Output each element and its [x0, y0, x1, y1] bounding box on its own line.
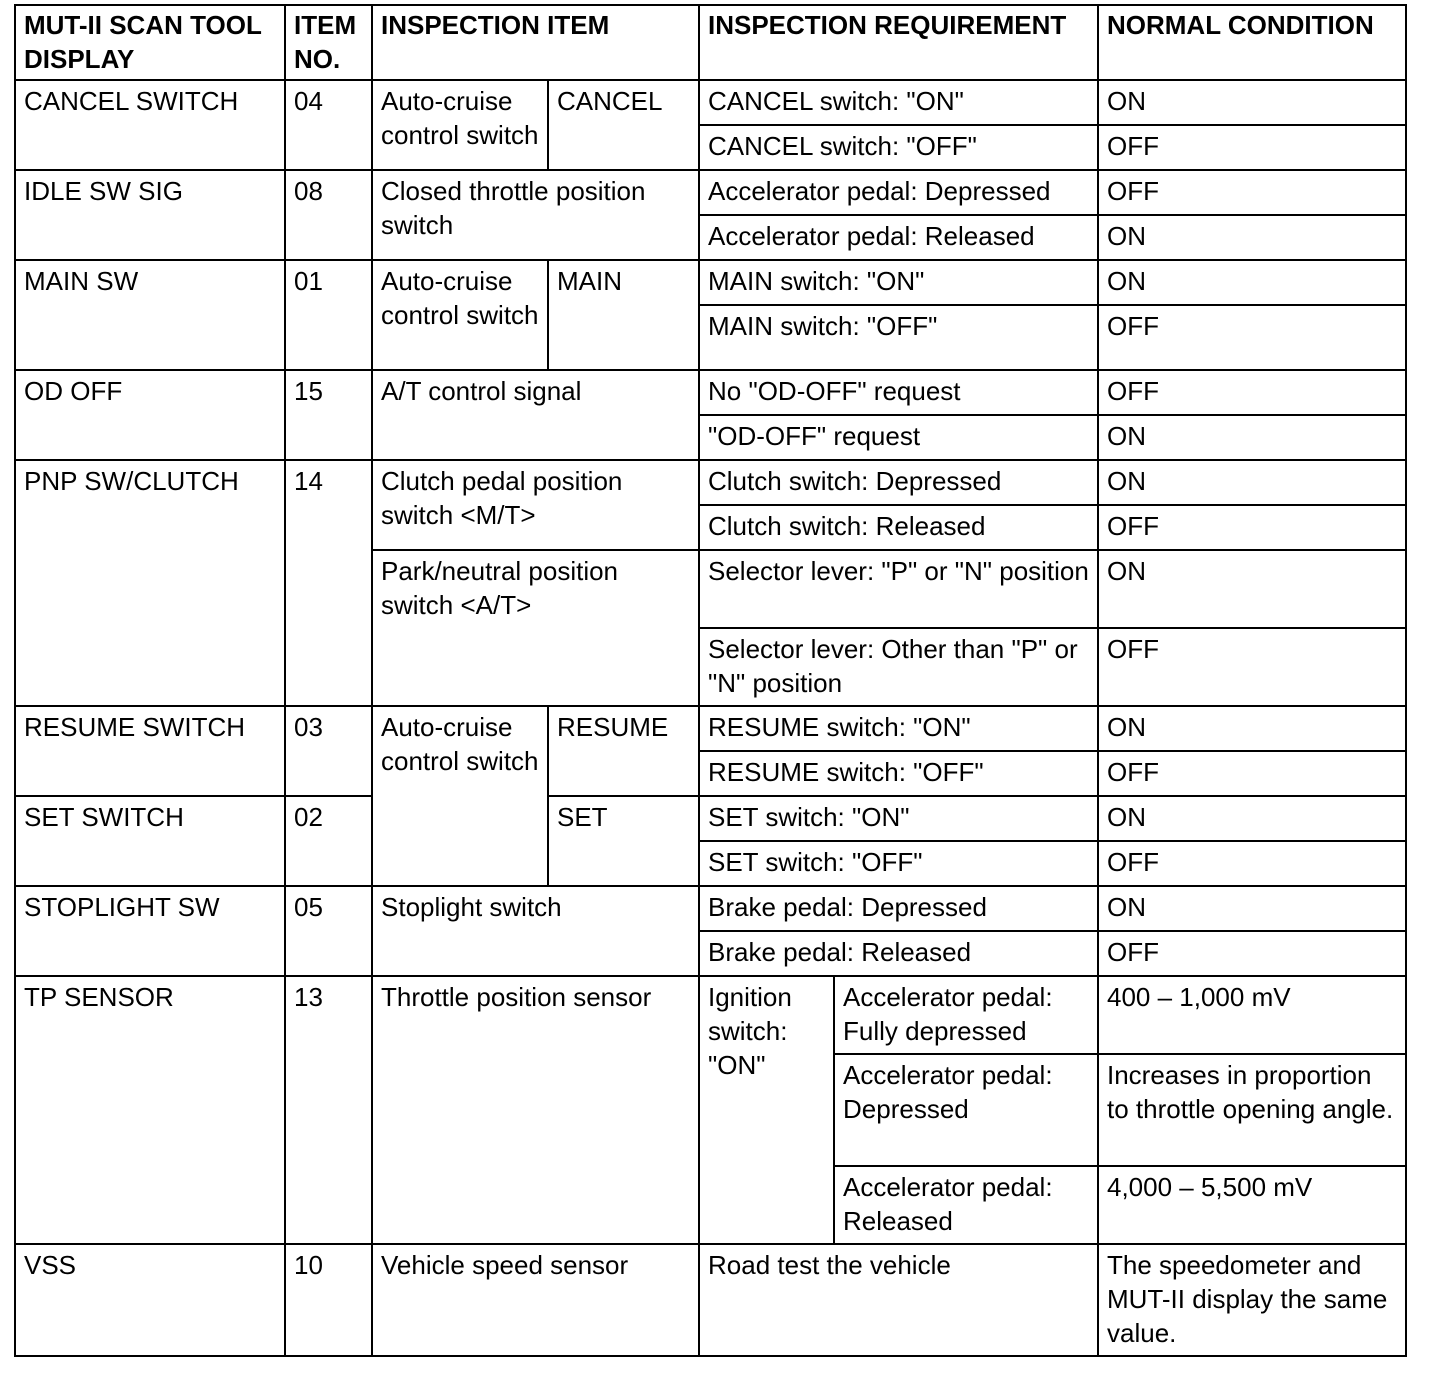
- condition-cell: ON: [1098, 886, 1406, 931]
- inspection-item-cell: Stoplight switch: [372, 886, 699, 976]
- inspection-item-cell: Auto-cruise control switch: [372, 706, 548, 886]
- requirement-cell: SET switch: "ON": [699, 796, 1098, 841]
- requirement-cell: Accelerator pedal: Depressed: [699, 170, 1098, 215]
- display-cell: STOPLIGHT SW: [15, 886, 285, 976]
- condition-cell: ON: [1098, 550, 1406, 628]
- requirement-cell: Selector lever: "P" or "N" position: [699, 550, 1098, 628]
- inspection-table-wrapper: [14, 4, 1407, 1357]
- table-row: [15, 460, 1406, 505]
- requirement-cell: Accelerator pedal: Fully depressed: [834, 976, 1098, 1054]
- header-inspection-item: INSPECTION ITEM: [372, 5, 699, 80]
- table-row: [15, 1244, 1406, 1356]
- display-cell: OD OFF: [15, 370, 285, 460]
- inspection-item-cell: Park/neutral position switch <A/T>: [372, 550, 699, 706]
- condition-cell: 4,000 – 5,500 mV: [1098, 1166, 1406, 1244]
- requirement-cell: Road test the vehicle: [699, 1244, 1098, 1356]
- display-cell: IDLE SW SIG: [15, 170, 285, 260]
- display-cell: CANCEL SWITCH: [15, 80, 285, 170]
- requirement-cell: Brake pedal: Depressed: [699, 886, 1098, 931]
- inspection-item-cell: A/T control signal: [372, 370, 699, 460]
- table-row: [15, 170, 1406, 215]
- requirement-cell: MAIN switch: "OFF": [699, 305, 1098, 370]
- header-display: MUT-II SCAN TOOL DISPLAY: [15, 5, 285, 80]
- requirement-cell: MAIN switch: "ON": [699, 260, 1098, 305]
- item-no-cell: 13: [285, 976, 372, 1244]
- item-no-cell: 01: [285, 260, 372, 370]
- table-row: [15, 796, 1406, 841]
- header-row: [15, 5, 1406, 80]
- condition-cell: OFF: [1098, 170, 1406, 215]
- condition-cell: OFF: [1098, 751, 1406, 796]
- requirement-cell: Selector lever: Other than "P" or "N" position: [699, 628, 1098, 706]
- condition-cell: The speedometer and MUT-II display the same value.: [1098, 1244, 1406, 1356]
- table-row: [15, 886, 1406, 931]
- condition-cell: ON: [1098, 460, 1406, 505]
- condition-cell: ON: [1098, 796, 1406, 841]
- requirement-cell: SET switch: "OFF": [699, 841, 1098, 886]
- requirement-cell: Accelerator pedal: Released: [699, 215, 1098, 260]
- display-cell: TP SENSOR: [15, 976, 285, 1244]
- requirement-cell: Brake pedal: Released: [699, 931, 1098, 976]
- table-row: [15, 370, 1406, 415]
- condition-cell: OFF: [1098, 841, 1406, 886]
- requirement-cell: Accelerator pedal: Depressed: [834, 1054, 1098, 1166]
- display-cell: PNP SW/CLUTCH: [15, 460, 285, 706]
- requirement-cell: Clutch switch: Depressed: [699, 460, 1098, 505]
- requirement-cell: RESUME switch: "OFF": [699, 751, 1098, 796]
- table-row: [15, 976, 1406, 1054]
- requirement-cell: No "OD-OFF" request: [699, 370, 1098, 415]
- inspection-subitem-cell: CANCEL: [548, 80, 699, 170]
- display-cell: RESUME SWITCH: [15, 706, 285, 796]
- requirement-cell: Accelerator pedal: Released: [834, 1166, 1098, 1244]
- inspection-item-cell: Closed throttle position switch: [372, 170, 699, 260]
- ignition-condition-cell: Ignition switch: "ON": [699, 976, 834, 1244]
- item-no-cell: 15: [285, 370, 372, 460]
- inspection-subitem-cell: RESUME: [548, 706, 699, 796]
- inspection-item-cell: Vehicle speed sensor: [372, 1244, 699, 1356]
- inspection-subitem-cell: SET: [548, 796, 699, 886]
- inspection-item-cell: Clutch pedal position switch <M/T>: [372, 460, 699, 550]
- display-cell: SET SWITCH: [15, 796, 285, 886]
- table-row: [15, 80, 1406, 125]
- condition-cell: ON: [1098, 260, 1406, 305]
- condition-cell: OFF: [1098, 125, 1406, 170]
- condition-cell: OFF: [1098, 370, 1406, 415]
- requirement-cell: Clutch switch: Released: [699, 505, 1098, 550]
- header-requirement: INSPECTION REQUIREMENT: [699, 5, 1098, 80]
- condition-cell: OFF: [1098, 628, 1406, 706]
- table-row: [15, 260, 1406, 305]
- display-cell: VSS: [15, 1244, 285, 1356]
- condition-cell: OFF: [1098, 505, 1406, 550]
- requirement-cell: RESUME switch: "ON": [699, 706, 1098, 751]
- condition-cell: ON: [1098, 215, 1406, 260]
- inspection-item-cell: Auto-cruise control switch: [372, 80, 548, 170]
- item-no-cell: 05: [285, 886, 372, 976]
- condition-cell: ON: [1098, 415, 1406, 460]
- item-no-cell: 14: [285, 460, 372, 706]
- item-no-cell: 03: [285, 706, 372, 796]
- item-no-cell: 04: [285, 80, 372, 170]
- inspection-table: [14, 4, 1407, 1357]
- requirement-cell: CANCEL switch: "ON": [699, 80, 1098, 125]
- condition-cell: ON: [1098, 80, 1406, 125]
- condition-cell: ON: [1098, 706, 1406, 751]
- item-no-cell: 08: [285, 170, 372, 260]
- item-no-cell: 02: [285, 796, 372, 886]
- condition-cell: Increases in proportion to throttle opening angle.: [1098, 1054, 1406, 1166]
- condition-cell: 400 – 1,000 mV: [1098, 976, 1406, 1054]
- table-row: [15, 706, 1406, 751]
- requirement-cell: "OD-OFF" request: [699, 415, 1098, 460]
- item-no-cell: 10: [285, 1244, 372, 1356]
- inspection-subitem-cell: MAIN: [548, 260, 699, 370]
- header-item-no: ITEM NO.: [285, 5, 372, 80]
- condition-cell: OFF: [1098, 305, 1406, 370]
- requirement-cell: CANCEL switch: "OFF": [699, 125, 1098, 170]
- inspection-item-cell: Throttle position sensor: [372, 976, 699, 1244]
- condition-cell: OFF: [1098, 931, 1406, 976]
- header-normal-condition: NORMAL CONDITION: [1098, 5, 1406, 80]
- display-cell: MAIN SW: [15, 260, 285, 370]
- inspection-item-cell: Auto-cruise control switch: [372, 260, 548, 370]
